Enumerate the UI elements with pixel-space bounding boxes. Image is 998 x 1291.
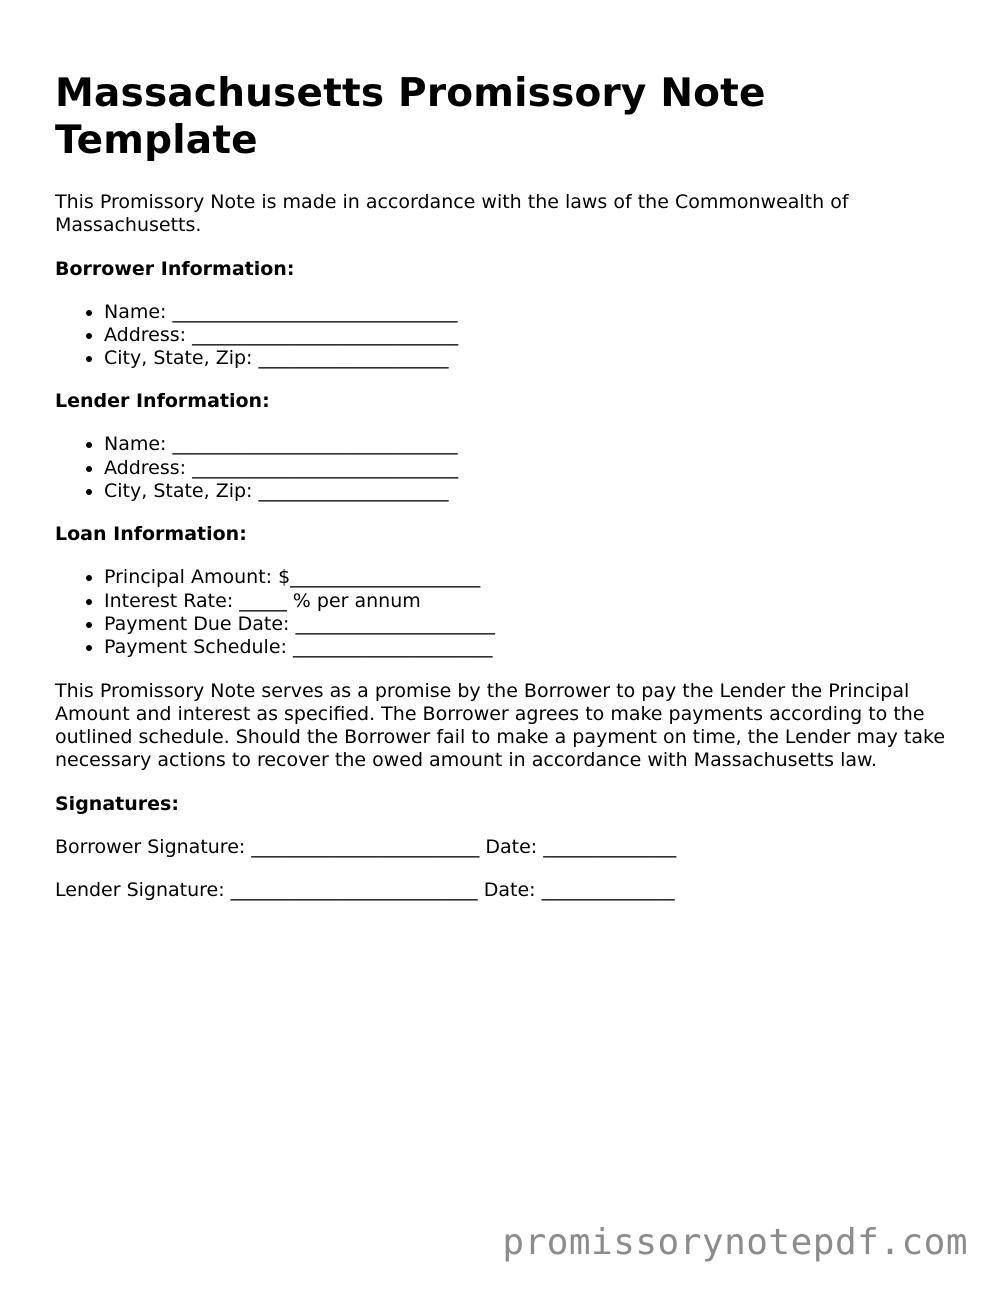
borrower-city-state-zip-field: • City, State, Zip: ____________________ [104, 347, 955, 370]
borrower-heading: Borrower Information: [55, 257, 295, 280]
loan-heading: Loan Information: [55, 523, 247, 546]
loan-list [55, 566, 955, 659]
lender-signature-line: Lender Signature: __________________________ Date: ______________ [55, 878, 675, 901]
signatures-heading: Signatures: [55, 792, 179, 815]
document-title: Massachusetts Promissory Note Template [55, 71, 766, 163]
borrower-list [55, 301, 955, 371]
payment-schedule-field: • Payment Schedule: _____________________ [104, 636, 955, 659]
lender-address-field: • Address: ____________________________ [104, 457, 955, 480]
lender-heading: Lender Information: [55, 390, 270, 413]
lender-city-state-zip-field: • City, State, Zip: ____________________ [104, 480, 955, 503]
lender-list [55, 433, 955, 503]
interest-rate-field: • Interest Rate: _____ % per annum [104, 590, 955, 613]
lender-name-field: • Name: ______________________________ [104, 433, 955, 456]
site-watermark: promissorynotepdf.com [502, 1222, 968, 1263]
principal-amount-field: • Principal Amount: $____________________ [104, 566, 955, 589]
terms-paragraph: This Promissory Note serves as a promise by the Borrower to pay the Lender the Principal Amount and interest as specified. The Borrower agrees to make payments according to the outlined schedule. Should the Borrower fail to make a payment on time, the Lender may take necessary actions to recover the owed amount in accordance with Massachusetts law. [55, 679, 946, 772]
borrower-name-field: • Name: ______________________________ [104, 301, 955, 324]
intro-paragraph: This Promissory Note is made in accordance with the laws of the Commonwealth of Massachusetts. [55, 191, 849, 237]
borrower-signature-line: Borrower Signature: ________________________ Date: ______________ [55, 835, 677, 858]
borrower-address-field: • Address: ____________________________ [104, 324, 955, 347]
payment-due-date-field: • Payment Due Date: _____________________ [104, 613, 955, 636]
document-page [55, 70, 955, 922]
